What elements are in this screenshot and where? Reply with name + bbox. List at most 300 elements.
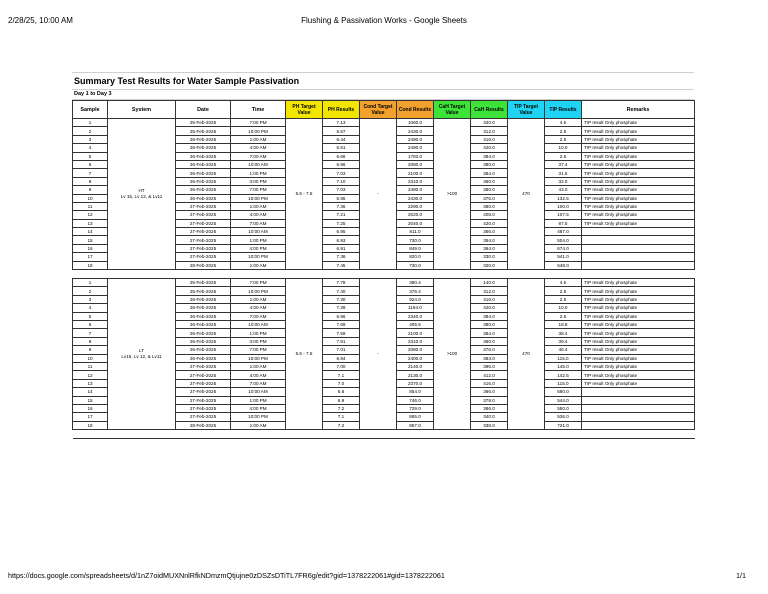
- cond-result-cell: 2080.0: [397, 346, 434, 354]
- sample-cell: 8: [73, 177, 108, 185]
- cond-result-cell: 2130.0: [397, 371, 434, 379]
- remarks-cell: TIP result Only phosphate: [582, 202, 695, 210]
- time-cell: 1:00 PM: [231, 169, 286, 177]
- ph-result-cell: 7.1: [323, 371, 360, 379]
- date-cell: 26-Feb-2025: [176, 312, 231, 320]
- table-row: [73, 279, 695, 287]
- cah-result-cell: 384.0: [471, 169, 508, 177]
- cah-result-cell: 320.0: [471, 261, 508, 269]
- date-cell: 27-Feb-2025: [176, 211, 231, 219]
- time-cell: 10:00 AM: [231, 320, 286, 328]
- col-header-cond-results: Cond Results: [397, 101, 434, 119]
- sample-cell: 1: [73, 119, 108, 127]
- tip-result-cell: 2.5: [545, 127, 582, 135]
- spacer-cell: [73, 430, 695, 439]
- time-cell: 4:00 PM: [231, 404, 286, 412]
- remarks-cell: TIP result Only phosphate: [582, 320, 695, 328]
- ph-result-cell: 6.96: [323, 312, 360, 320]
- cah-result-cell: 420.0: [471, 144, 508, 152]
- tip-result-cell: 2.5: [545, 152, 582, 160]
- sample-cell: 8: [73, 337, 108, 345]
- sample-cell: 16: [73, 404, 108, 412]
- date-cell: 27-Feb-2025: [176, 253, 231, 261]
- col-header-tip-target: TIP Target Value: [508, 101, 545, 119]
- cah-result-cell: 380.0: [471, 320, 508, 328]
- cond-result-cell: 857.0: [397, 421, 434, 429]
- table-row: [73, 119, 695, 127]
- cond-result-cell: 2430.0: [397, 194, 434, 202]
- cond-result-cell: 730.0: [397, 236, 434, 244]
- time-cell: 4:00 AM: [231, 144, 286, 152]
- remarks-cell: TIP result Only phosphate: [582, 219, 695, 227]
- cond-result-cell: 376.4: [397, 287, 434, 295]
- print-url: https://docs.google.com/spreadsheets/d/1nZ7oidMUXNnlRfkNDmzmQtjujne0zDSZsDTiTL7FR6g/edit?gid=1378222061#gid=1378222061: [8, 571, 445, 580]
- time-cell: 1:00 PM: [231, 396, 286, 404]
- cah-result-cell: 396.0: [471, 362, 508, 370]
- cah-result-cell: 380.0: [471, 202, 508, 210]
- ph-result-cell: 7.39: [323, 304, 360, 312]
- cond-result-cell: 2370.0: [397, 379, 434, 387]
- cah-result-cell: 312.0: [471, 127, 508, 135]
- ph-result-cell: 7.40: [323, 287, 360, 295]
- date-cell: 25-Feb-2025: [176, 127, 231, 135]
- tip-result-cell: 132.5: [545, 194, 582, 202]
- col-header-ph-results: PH Results: [323, 101, 360, 119]
- system-cell: HT Lv 15, Lv 12, & Lv11: [108, 119, 176, 270]
- sample-cell: 4: [73, 144, 108, 152]
- ph-result-cell: 7.25: [323, 219, 360, 227]
- time-cell: 1:00 AM: [231, 261, 286, 269]
- sample-cell: 9: [73, 186, 108, 194]
- tip-result-cell: 142.5: [545, 371, 582, 379]
- ph-result-cell: 6.96: [323, 160, 360, 168]
- remarks-cell: [582, 404, 695, 412]
- col-header-ph-target: PH Target Value: [286, 101, 323, 119]
- cah-result-cell: 340.0: [471, 119, 508, 127]
- time-cell: 10:00 AM: [231, 388, 286, 396]
- cond-result-cell: 746.0: [397, 396, 434, 404]
- cond-result-cell: 1783.0: [397, 152, 434, 160]
- cah-result-cell: 408.0: [471, 211, 508, 219]
- sample-cell: 17: [73, 413, 108, 421]
- date-cell: 27-Feb-2025: [176, 236, 231, 244]
- remarks-cell: TIP result Only phosphate: [582, 362, 695, 370]
- remarks-cell: TIP result Only phosphate: [582, 144, 695, 152]
- cah-result-cell: 366.0: [471, 388, 508, 396]
- time-cell: 10:00 PM: [231, 413, 286, 421]
- cah-result-cell: 420.0: [471, 304, 508, 312]
- cond-result-cell: 2310.0: [397, 337, 434, 345]
- remarks-cell: TIP result Only phosphate: [582, 295, 695, 303]
- ph-result-cell: 7.00: [323, 362, 360, 370]
- ph-result-cell: 7.61: [323, 337, 360, 345]
- time-cell: 7:00 AM: [231, 219, 286, 227]
- col-header-tip-results: TIP Results: [545, 101, 582, 119]
- remarks-cell: TIP result Only phosphate: [582, 304, 695, 312]
- date-cell: 27-Feb-2025: [176, 244, 231, 252]
- remarks-cell: TIP result Only phosphate: [582, 329, 695, 337]
- ph-result-cell: 8.67: [323, 127, 360, 135]
- cond-result-cell: 2430.0: [397, 127, 434, 135]
- cah-target-cell: >100: [434, 119, 471, 270]
- col-header-system: System: [108, 101, 176, 119]
- ph-result-cell: 6.95: [323, 194, 360, 202]
- tip-result-cell: 504.0: [545, 236, 582, 244]
- cah-result-cell: 360.0: [471, 177, 508, 185]
- tip-result-cell: 541.0: [545, 253, 582, 261]
- cah-result-cell: 384.0: [471, 312, 508, 320]
- date-cell: 27-Feb-2025: [176, 362, 231, 370]
- date-cell: 26-Feb-2025: [176, 346, 231, 354]
- cond-result-cell: 730.0: [397, 261, 434, 269]
- tip-result-cell: 580.0: [545, 388, 582, 396]
- cond-result-cell: 2490.0: [397, 135, 434, 143]
- time-cell: 1:00 AM: [231, 362, 286, 370]
- date-cell: 27-Feb-2025: [176, 404, 231, 412]
- remarks-cell: TIP result Only phosphate: [582, 119, 695, 127]
- remarks-cell: TIP result Only phosphate: [582, 186, 695, 194]
- remarks-cell: [582, 413, 695, 421]
- cah-result-cell: 416.0: [471, 379, 508, 387]
- remarks-cell: TIP result Only phosphate: [582, 371, 695, 379]
- remarks-cell: TIP result Only phosphate: [582, 279, 695, 287]
- time-cell: 1:00 AM: [231, 202, 286, 210]
- ph-result-cell: 6.8: [323, 388, 360, 396]
- sample-cell: 6: [73, 320, 108, 328]
- tip-target-cell: 470: [508, 119, 545, 270]
- ph-result-cell: 7.13: [323, 119, 360, 127]
- ph-result-cell: 7.36: [323, 253, 360, 261]
- system-cell: LT Lv15, Lv 12, & Lv11: [108, 279, 176, 430]
- sample-cell: 10: [73, 354, 108, 362]
- cond-result-cell: 849.0: [397, 244, 434, 252]
- tip-result-cell: 38.4: [545, 329, 582, 337]
- time-cell: 10:00 AM: [231, 228, 286, 236]
- ph-result-cell: 6.68: [323, 152, 360, 160]
- tip-result-cell: 674.0: [545, 244, 582, 252]
- sample-cell: 9: [73, 346, 108, 354]
- tip-result-cell: 2.5: [545, 135, 582, 143]
- tip-result-cell: 10.0: [545, 144, 582, 152]
- cond-result-cell: 405.5: [397, 320, 434, 328]
- date-cell: 26-Feb-2025: [176, 169, 231, 177]
- sample-cell: 11: [73, 362, 108, 370]
- sample-cell: 3: [73, 135, 108, 143]
- remarks-cell: TIP result Only phosphate: [582, 287, 695, 295]
- sample-cell: 3: [73, 295, 108, 303]
- time-cell: 7:00 PM: [231, 346, 286, 354]
- ph-result-cell: 6.91: [323, 244, 360, 252]
- time-cell: 1:00 PM: [231, 329, 286, 337]
- time-cell: 7:00 PM: [231, 279, 286, 287]
- tip-result-cell: 2.5: [545, 295, 582, 303]
- sample-cell: 7: [73, 329, 108, 337]
- remarks-cell: [582, 396, 695, 404]
- ph-result-cell: 7.03: [323, 169, 360, 177]
- header-row: [73, 101, 695, 119]
- date-cell: 27-Feb-2025: [176, 379, 231, 387]
- date-cell: 27-Feb-2025: [176, 371, 231, 379]
- date-cell: 26-Feb-2025: [176, 304, 231, 312]
- tip-result-cell: 115.0: [545, 354, 582, 362]
- spreadsheet: [72, 72, 694, 439]
- sample-cell: 2: [73, 287, 108, 295]
- cah-result-cell: 354.0: [471, 236, 508, 244]
- time-cell: 10:00 PM: [231, 253, 286, 261]
- cah-result-cell: 416.0: [471, 295, 508, 303]
- tip-result-cell: 648.0: [545, 261, 582, 269]
- date-cell: 25-Feb-2025: [176, 119, 231, 127]
- tip-result-cell: 4.5: [545, 119, 582, 127]
- time-cell: 7:00 AM: [231, 152, 286, 160]
- remarks-cell: [582, 421, 695, 429]
- cond-result-cell: 2100.0: [397, 329, 434, 337]
- print-doc-title: Flushing & Passivation Works - Google Sheets: [301, 16, 467, 25]
- cond-result-cell: 854.0: [397, 388, 434, 396]
- remarks-cell: [582, 244, 695, 252]
- remarks-cell: TIP result Only phosphate: [582, 346, 695, 354]
- tip-result-cell: 4.5: [545, 279, 582, 287]
- spacer-row: [73, 270, 695, 279]
- sample-cell: 15: [73, 236, 108, 244]
- ph-target-cell: 6.5 - 7.5: [286, 279, 323, 430]
- remarks-cell: [582, 236, 695, 244]
- sheet-title: Summary Test Results for Water Sample Passivation: [72, 72, 694, 90]
- tip-result-cell: 544.0: [545, 396, 582, 404]
- cah-result-cell: 312.0: [471, 287, 508, 295]
- cond-result-cell: 2080.0: [397, 160, 434, 168]
- tip-result-cell: 536.0: [545, 413, 582, 421]
- remarks-cell: TIP result Only phosphate: [582, 135, 695, 143]
- cond-result-cell: 811.0: [397, 228, 434, 236]
- date-cell: 25-Feb-2025: [176, 287, 231, 295]
- time-cell: 1:00 PM: [231, 236, 286, 244]
- tip-result-cell: 43.0: [545, 186, 582, 194]
- tip-result-cell: 39.4: [545, 337, 582, 345]
- date-cell: 28-Feb-2025: [176, 261, 231, 269]
- date-cell: 26-Feb-2025: [176, 144, 231, 152]
- cond-result-cell: 729.0: [397, 404, 434, 412]
- ph-result-cell: 6.61: [323, 144, 360, 152]
- tip-result-cell: 2.5: [545, 312, 582, 320]
- ph-result-cell: 7.59: [323, 329, 360, 337]
- cah-result-cell: 376.0: [471, 194, 508, 202]
- tip-result-cell: 550.0: [545, 404, 582, 412]
- date-cell: 26-Feb-2025: [176, 295, 231, 303]
- cah-result-cell: 376.0: [471, 346, 508, 354]
- sample-cell: 14: [73, 388, 108, 396]
- remarks-cell: TIP result Only phosphate: [582, 379, 695, 387]
- cah-result-cell: 384.0: [471, 329, 508, 337]
- sample-cell: 2: [73, 127, 108, 135]
- date-cell: 27-Feb-2025: [176, 202, 231, 210]
- tip-result-cell: 721.0: [545, 421, 582, 429]
- tip-result-cell: 32.0: [545, 177, 582, 185]
- sample-cell: 11: [73, 202, 108, 210]
- time-cell: 3:00 PM: [231, 177, 286, 185]
- tip-result-cell: 487.0: [545, 228, 582, 236]
- cond-result-cell: 2340.0: [397, 312, 434, 320]
- time-cell: 10:00 PM: [231, 287, 286, 295]
- ph-result-cell: 7.36: [323, 202, 360, 210]
- ph-result-cell: 7.03: [323, 186, 360, 194]
- cond-result-cell: 2480.0: [397, 186, 434, 194]
- spacer-cell: [73, 270, 695, 279]
- time-cell: 7:00 PM: [231, 119, 286, 127]
- ph-result-cell: 6.94: [323, 354, 360, 362]
- date-cell: 27-Feb-2025: [176, 396, 231, 404]
- tip-result-cell: 115.0: [545, 379, 582, 387]
- remarks-cell: [582, 388, 695, 396]
- print-page-number: 1/1: [736, 571, 746, 580]
- time-cell: 7:00 AM: [231, 379, 286, 387]
- remarks-cell: TIP result Only phosphate: [582, 194, 695, 202]
- tip-result-cell: 37.4: [545, 160, 582, 168]
- ph-result-cell: 6.44: [323, 135, 360, 143]
- cond-target-cell: -: [360, 279, 397, 430]
- date-cell: 27-Feb-2025: [176, 219, 231, 227]
- tip-result-cell: 2.5: [545, 287, 582, 295]
- date-cell: 26-Feb-2025: [176, 320, 231, 328]
- remarks-cell: TIP result Only phosphate: [582, 312, 695, 320]
- sheet-subtitle: Day 1 to Day 3: [72, 90, 694, 100]
- remarks-cell: TIP result Only phosphate: [582, 354, 695, 362]
- date-cell: 26-Feb-2025: [176, 329, 231, 337]
- remarks-cell: [582, 261, 695, 269]
- time-cell: 1:00 AM: [231, 135, 286, 143]
- date-cell: 26-Feb-2025: [176, 152, 231, 160]
- cond-result-cell: 2490.0: [397, 144, 434, 152]
- col-header-cah-target: CaH Target Value: [434, 101, 471, 119]
- col-header-time: Time: [231, 101, 286, 119]
- cond-result-cell: 820.0: [397, 253, 434, 261]
- sample-cell: 13: [73, 219, 108, 227]
- col-header-cond-target: Cond Target Value: [360, 101, 397, 119]
- col-header-remarks: Remarks: [582, 101, 695, 119]
- ph-result-cell: 7.78: [323, 279, 360, 287]
- time-cell: 3:00 PM: [231, 337, 286, 345]
- cond-result-cell: 2310.0: [397, 177, 434, 185]
- cah-result-cell: 140.0: [471, 279, 508, 287]
- cah-result-cell: 380.0: [471, 186, 508, 194]
- cah-result-cell: 340.0: [471, 413, 508, 421]
- sample-cell: 5: [73, 152, 108, 160]
- remarks-cell: TIP result Only phosphate: [582, 127, 695, 135]
- ph-target-cell: 6.5 - 7.5: [286, 119, 323, 270]
- cah-result-cell: 386.0: [471, 404, 508, 412]
- cah-result-cell: 330.0: [471, 253, 508, 261]
- cond-result-cell: 1060.0: [397, 119, 434, 127]
- sample-cell: 18: [73, 261, 108, 269]
- time-cell: 10:00 AM: [231, 160, 286, 168]
- time-cell: 7:00 AM: [231, 312, 286, 320]
- ph-result-cell: 6.93: [323, 236, 360, 244]
- cah-result-cell: 378.0: [471, 396, 508, 404]
- cond-result-cell: 2020.0: [397, 211, 434, 219]
- cah-target-cell: >100: [434, 279, 471, 430]
- date-cell: 27-Feb-2025: [176, 388, 231, 396]
- sample-cell: 7: [73, 169, 108, 177]
- print-datetime: 2/28/25, 10:00 AM: [8, 16, 73, 25]
- remarks-cell: [582, 228, 695, 236]
- ph-result-cell: 7.30: [323, 295, 360, 303]
- remarks-cell: TIP result Only phosphate: [582, 337, 695, 345]
- date-cell: 27-Feb-2025: [176, 413, 231, 421]
- cond-result-cell: 2100.0: [397, 169, 434, 177]
- cah-result-cell: 412.0: [471, 371, 508, 379]
- col-header-sample: Sample: [73, 101, 108, 119]
- cah-result-cell: 384.0: [471, 354, 508, 362]
- sample-cell: 17: [73, 253, 108, 261]
- time-cell: 4:00 AM: [231, 371, 286, 379]
- remarks-cell: TIP result Only phosphate: [582, 169, 695, 177]
- tip-result-cell: 18.8: [545, 320, 582, 328]
- date-cell: 26-Feb-2025: [176, 337, 231, 345]
- cah-result-cell: 360.0: [471, 337, 508, 345]
- remarks-cell: TIP result Only phosphate: [582, 152, 695, 160]
- cah-result-cell: 384.0: [471, 152, 508, 160]
- sample-cell: 15: [73, 396, 108, 404]
- time-cell: 4:00 AM: [231, 304, 286, 312]
- date-cell: 28-Feb-2025: [176, 421, 231, 429]
- ph-result-cell: 7.21: [323, 211, 360, 219]
- cond-result-cell: 1194.0: [397, 304, 434, 312]
- ph-result-cell: 6.95: [323, 228, 360, 236]
- date-cell: 26-Feb-2025: [176, 135, 231, 143]
- ph-result-cell: 7.69: [323, 320, 360, 328]
- time-cell: 1:00 AM: [231, 295, 286, 303]
- time-cell: 4:00 AM: [231, 211, 286, 219]
- ph-result-cell: 7.1: [323, 413, 360, 421]
- remarks-cell: TIP result Only phosphate: [582, 211, 695, 219]
- tip-result-cell: 46.4: [545, 346, 582, 354]
- tip-result-cell: 100.0: [545, 202, 582, 210]
- ph-result-cell: 7.0: [323, 379, 360, 387]
- table-body: [73, 119, 695, 439]
- sample-cell: 13: [73, 379, 108, 387]
- cond-result-cell: 380.4: [397, 279, 434, 287]
- tip-result-cell: 31.6: [545, 169, 582, 177]
- ph-result-cell: 7.2: [323, 404, 360, 412]
- spacer-row: [73, 430, 695, 439]
- date-cell: 26-Feb-2025: [176, 177, 231, 185]
- cah-result-cell: 416.0: [471, 135, 508, 143]
- tip-target-cell: 470: [508, 279, 545, 430]
- cond-result-cell: 865.0: [397, 413, 434, 421]
- sample-cell: 6: [73, 160, 108, 168]
- remarks-cell: [582, 253, 695, 261]
- cah-result-cell: 356.0: [471, 228, 508, 236]
- ph-result-cell: 7.45: [323, 261, 360, 269]
- cah-result-cell: 420.0: [471, 219, 508, 227]
- ph-result-cell: 7.10: [323, 177, 360, 185]
- cond-target-cell: -: [360, 119, 397, 270]
- cond-result-cell: 2040.0: [397, 219, 434, 227]
- time-cell: 1:00 AM: [231, 421, 286, 429]
- cah-result-cell: 338.0: [471, 421, 508, 429]
- remarks-cell: TIP result Only phosphate: [582, 160, 695, 168]
- cah-result-cell: 380.0: [471, 160, 508, 168]
- cond-result-cell: 2140.0: [397, 362, 434, 370]
- sample-cell: 1: [73, 279, 108, 287]
- ph-result-cell: 7.2: [323, 421, 360, 429]
- ph-result-cell: 6.9: [323, 396, 360, 404]
- date-cell: 26-Feb-2025: [176, 160, 231, 168]
- sample-cell: 12: [73, 371, 108, 379]
- time-cell: 7:00 PM: [231, 186, 286, 194]
- sample-cell: 4: [73, 304, 108, 312]
- time-cell: 10:00 PM: [231, 127, 286, 135]
